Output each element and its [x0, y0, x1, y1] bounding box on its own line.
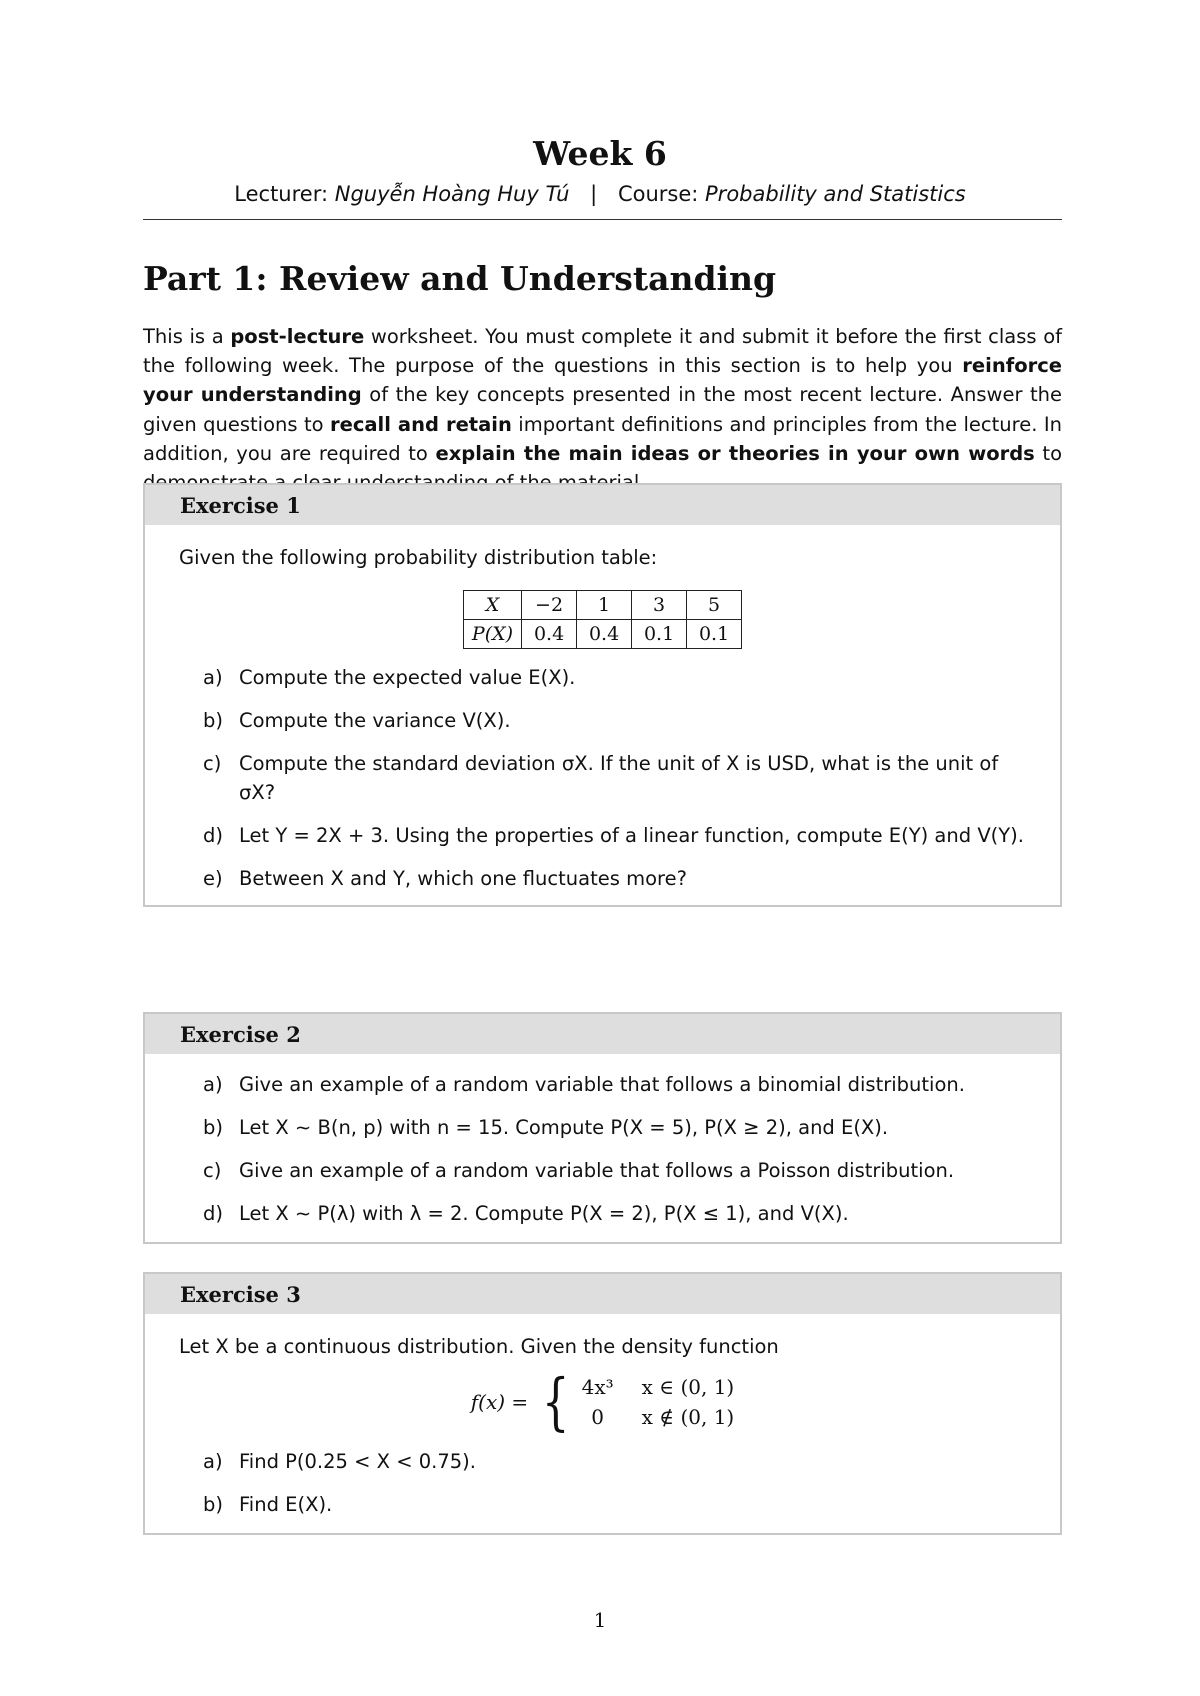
exercise-2-questions [179, 1070, 1026, 1228]
intro-text: This is a [143, 325, 231, 348]
table-header-cell: P(X) [463, 620, 521, 649]
list-item [179, 749, 1026, 807]
table-cell: −2 [522, 591, 577, 620]
list-item [179, 1156, 1026, 1185]
intro-emphasis: recall and retain [329, 412, 512, 436]
lecturer-label: Lecturer: [234, 182, 329, 206]
intro-emphasis: explain the main ideas or theories in your own words [435, 441, 1035, 465]
table-row [463, 620, 741, 649]
case2-condition: x ∉ (0, 1) [641, 1405, 735, 1429]
list-item [179, 1070, 1026, 1099]
item-text: Compute the standard deviation σX. If the unit of X is USD, what is the unit of σX? [239, 752, 999, 804]
item-label: c) [203, 1159, 222, 1182]
case2-value: 0 [591, 1405, 604, 1429]
item-label: b) [203, 1493, 223, 1516]
page-number: 1 [593, 1608, 607, 1632]
density-function-formula [179, 1365, 1026, 1438]
intro-text: of the key concepts presented in the most recent lecture. Answer the given questions to [143, 383, 1062, 436]
exercise-3-title: Exercise 3 [145, 1274, 1060, 1314]
formula-lhs: f(x) = [470, 1390, 529, 1414]
case1-condition: x ∈ (0, 1) [641, 1375, 735, 1399]
list-item [179, 1199, 1026, 1228]
table-row [463, 591, 741, 620]
table-cell: 3 [632, 591, 687, 620]
table-cell: 1 [577, 591, 632, 620]
item-text: Let Y = 2X + 3. Using the properties of a linear function, compute E(Y) and V(Y). [239, 824, 1024, 847]
lecturer-name: Nguyễn Hoàng Huy Tú [334, 182, 570, 206]
exercise-2 [143, 1012, 1062, 1244]
table-cell: 5 [687, 591, 742, 620]
exercise-3-questions [179, 1447, 1026, 1519]
exercise-3-intro: Let X be a continuous distribution. Given the density function [179, 1335, 779, 1358]
item-label: b) [203, 1116, 223, 1139]
item-label: d) [203, 1202, 223, 1225]
page-title: Week 6 [533, 134, 667, 173]
item-label: c) [203, 752, 222, 775]
table-cell: 0.1 [687, 620, 742, 649]
course-label: Course: [617, 182, 699, 206]
item-label: a) [203, 666, 223, 689]
formula-cases [582, 1373, 735, 1431]
list-item [179, 1113, 1026, 1142]
item-text: Compute the variance V(X). [239, 709, 511, 732]
item-text: Give an example of a random variable that follows a binomial distribution. [239, 1073, 965, 1096]
list-item [179, 706, 1026, 735]
distribution-table [463, 590, 742, 649]
item-text: Let X ∼ P(λ) with λ = 2. Compute P(X = 2), P(X ≤ 1), and V(X). [239, 1202, 849, 1225]
exercise-1-title: Exercise 1 [145, 485, 1060, 525]
list-item [179, 1447, 1026, 1476]
case1-value: 4x³ [581, 1375, 614, 1399]
course-name: Probability and Statistics [705, 182, 966, 206]
item-label: d) [203, 824, 223, 847]
intro-text: worksheet. You must complete it and submit it before the first class of the following week. The purpose of the questions in this section is to help you [143, 325, 1062, 378]
item-label: b) [203, 709, 223, 732]
item-text: Find P(0.25 < X < 0.75). [239, 1450, 476, 1473]
exercise-1-questions [179, 663, 1026, 893]
item-label: e) [203, 867, 223, 890]
exercise-2-title: Exercise 2 [145, 1014, 1060, 1054]
list-item [179, 821, 1026, 850]
header-rule [143, 219, 1062, 220]
item-text: Let X ∼ B(n, p) with n = 15. Compute P(X = 5), P(X ≥ 2), and E(X). [239, 1116, 889, 1139]
table-header-cell: X [463, 591, 521, 620]
list-item [179, 1490, 1026, 1519]
intro-emphasis: post-lecture [230, 325, 365, 348]
lecturer-course-line [0, 180, 1200, 208]
item-label: a) [203, 1450, 223, 1473]
exercise-3 [143, 1272, 1062, 1535]
list-item [179, 663, 1026, 692]
left-brace: { [542, 1365, 570, 1438]
part-title: Part 1: Review and Understanding [143, 259, 777, 298]
exercise-1-intro: Given the following probability distribution table: [179, 546, 658, 569]
table-cell: 0.1 [632, 620, 687, 649]
intro-emphasis: reinforce your understanding [143, 354, 1062, 407]
table-cell: 0.4 [577, 620, 632, 649]
list-item [179, 864, 1026, 893]
item-text: Compute the expected value E(X). [239, 666, 576, 689]
exercise-1 [143, 483, 1062, 907]
item-text: Between X and Y, which one fluctuates more? [239, 867, 687, 890]
intro-text: important definitions and principles from the lecture. In addition, you are required to [143, 412, 1062, 465]
intro-text: to [1042, 441, 1063, 465]
item-text: Give an example of a random variable that follows a Poisson distribution. [239, 1159, 955, 1182]
intro-paragraph [143, 322, 1062, 497]
item-label: a) [203, 1073, 223, 1096]
table-cell: 0.4 [522, 620, 577, 649]
header-separator: | [590, 182, 598, 206]
item-text: Find E(X). [239, 1493, 333, 1516]
